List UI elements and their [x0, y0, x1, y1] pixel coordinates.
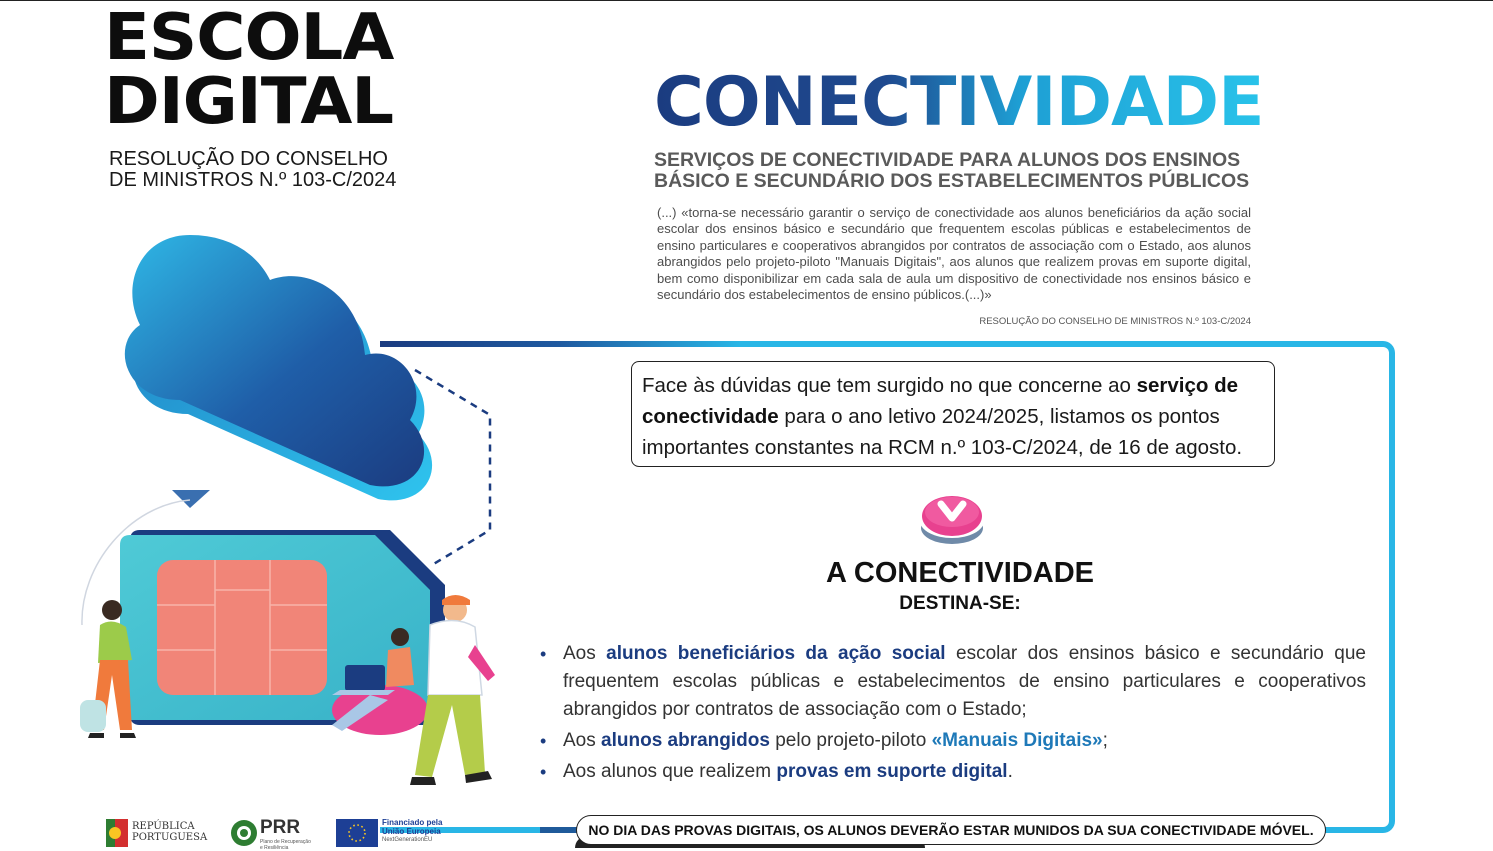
prr-emblem-icon	[230, 819, 258, 847]
legal-quote: (...) «torna-se necessário garantir o serviço de conectividade aos alunos beneficiários da ação social escolar dos ensinos básico e secundário que frequentem escolas públicas e estabelecimentos de ensino particulares e cooperativos abrangidos por contratos de associação com o Estado, aos alunos abrangidos pelo projeto-piloto "Manuais Digitais", aos alunos que realizem provas em suporte digital, bem como disponibilizar em cada sala de aula um dispositivo de conectividade nos ensinos básico e secundário dos estabelecimentos de ensino públicos.(...)»	[657, 205, 1251, 303]
coat-of-arms-icon	[106, 819, 128, 847]
escola-digital-logo: ESCOLA DIGITAL	[104, 1, 394, 139]
chevron-down-icon	[918, 488, 986, 548]
quote-source: RESOLUÇÃO DO CONSELHO DE MINISTROS N.º 103-C/2024	[979, 316, 1251, 327]
section-heading: A CONECTIVIDADE	[826, 557, 1094, 589]
intro-box: Face às dúvidas que tem surgido no que concerne ao serviço de conectividade para o ano letivo 2024/2025, listamos os pontos importantes constantes na RCM n.º 103-C/2024, de 16 de agosto.	[631, 361, 1275, 467]
frame-accent-top	[380, 341, 740, 347]
page-subtitle: SERVIÇOS DE CONECTIVIDADE PARA ALUNOS DOS ENSINOS BÁSICO E SECUNDÁRIO DOS ESTABELECIMENTOS PÚBLICOS	[654, 149, 1250, 192]
eu-flag-icon	[336, 819, 378, 847]
paper-plane-icon	[172, 490, 210, 508]
resolution-label: RESOLUÇÃO DO CONSELHO DE MINISTROS N.º 103-C/2024	[109, 148, 397, 191]
list-item: • Aos alunos beneficiários da ação social escolar dos ensinos básico e secundário que frequentem escolas públicas e estabelecimentos de ensino particulares e cooperativos abrangidos por contratos de associação com o Estado;	[540, 640, 1366, 724]
notice-banner: NO DIA DAS PROVAS DIGITAIS, OS ALUNOS DEVERÃO ESTAR MUNIDOS DA SUA CONECTIVIDADE MÓVEL.	[576, 815, 1326, 845]
frame-accent-bottom	[540, 827, 580, 833]
target-list	[540, 640, 1366, 789]
page-title: CONECTIVIDADE	[654, 63, 1264, 142]
section-subheading: DESTINA-SE:	[899, 593, 1021, 614]
list-item: • Aos alunos que realizem provas em suporte digital.	[540, 758, 1366, 786]
list-item: • Aos alunos abrangidos pelo projeto-piloto «Manuais Digitais»;	[540, 727, 1366, 755]
